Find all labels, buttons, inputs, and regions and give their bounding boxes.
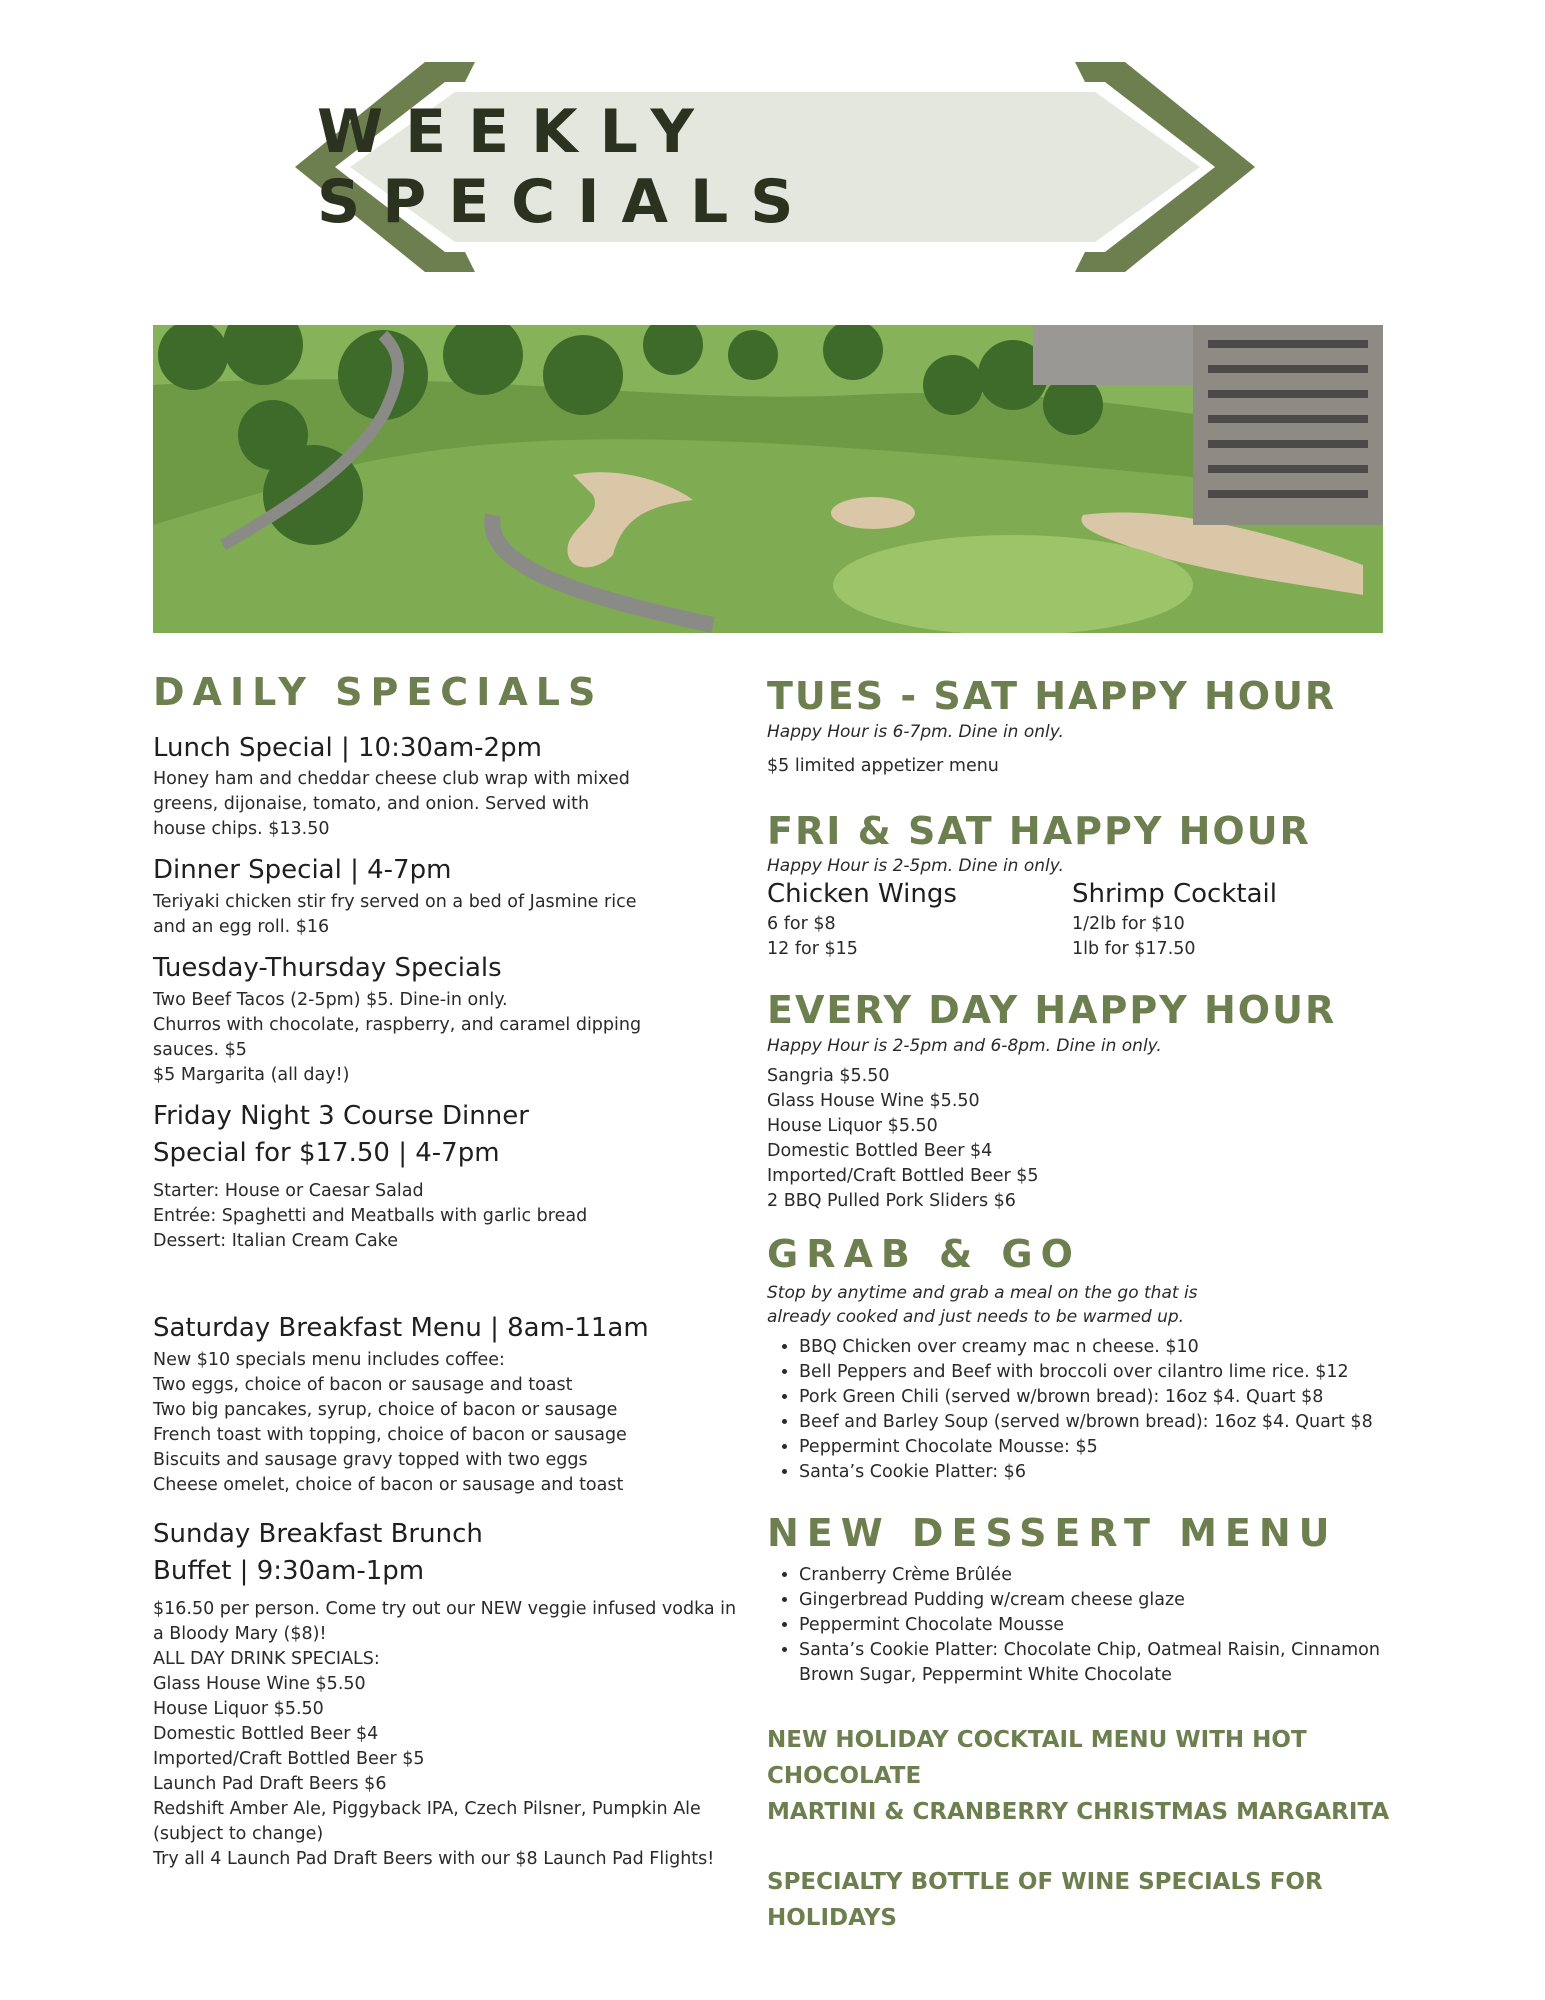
sunday-line: House Liquor $5.50 [153,1699,324,1720]
right-column [767,670,1427,1936]
fri-sat-note: Happy Hour is 2-5pm. Dine in only. [767,856,1064,877]
grab-go-note: already cooked and just needs to be warmed up. [767,1307,1185,1328]
saturday-line: Two eggs, choice of bacon or sausage and toast [153,1374,573,1395]
every-day-line: Domestic Bottled Beer $4 [767,1140,993,1161]
holiday-promo [767,1722,1427,1936]
tue-thu-line: $5 Margarita (all day!) [153,1064,350,1085]
sunday-line: Imported/Craft Bottled Beer $5 [153,1749,425,1770]
list-item: • BBQ Chicken over creamy mac n cheese. $10 [799,1335,1427,1360]
sunday-line: a Bloody Mary ($8)! [153,1624,327,1645]
saturday-line: Biscuits and sausage gravy topped with two eggs [153,1449,588,1470]
grab-go-heading: GRAB & GO [767,1231,1081,1276]
golf-course-photo [153,325,1383,633]
sunday-title: Buffet | 9:30am-1pm [153,1556,425,1587]
list-item: • Peppermint Chocolate Mousse [799,1613,1427,1638]
list-item: • Beef and Barley Soup (served w/brown bread): 16oz $4. Quart $8 [799,1410,1427,1435]
sunday-line: ALL DAY DRINK SPECIALS: [153,1649,380,1670]
lunch-line: greens, dijonaise, tomato, and onion. Served with [153,794,590,815]
sunday-line: Glass House Wine $5.50 [153,1674,366,1695]
sunday-line: Redshift Amber Ale, Piggyback IPA, Czech Pilsner, Pumpkin Ale [153,1799,701,1820]
list-item: • Santa’s Cookie Platter: $6 [799,1460,1427,1485]
grab-go-note: Stop by anytime and grab a meal on the go that is [767,1283,1198,1304]
promo-line: MARTINI & CRANBERRY CHRISTMAS MARGARITA [767,1798,1390,1825]
wings-title: Chicken Wings [767,879,957,910]
promo-line: NEW HOLIDAY COCKTAIL MENU WITH HOT CHOCOLATE [767,1726,1307,1789]
friday-dinner [153,1098,753,1254]
tue-thu-specials [153,950,753,1088]
fri-sat-items [767,878,1427,962]
every-day-line: Sangria $5.50 [767,1065,890,1086]
daily-specials-heading: DAILY SPECIALS [153,670,604,714]
sunday-line: Try all 4 Launch Pad Draft Beers with our $8 Launch Pad Flights! [153,1849,715,1870]
list-item: • Gingerbread Pudding w/cream cheese glaze [799,1588,1427,1613]
chicken-wings [767,878,1072,962]
tues-sat-line: $5 limited appetizer menu [767,755,999,776]
list-item: • Pork Green Chili (served w/brown bread): 16oz $4. Quart $8 [799,1385,1427,1410]
every-day-line: Imported/Craft Bottled Beer $5 [767,1165,1039,1186]
saturday-line: New $10 specials menu includes coffee: [153,1349,505,1370]
saturday-breakfast [153,1310,753,1498]
every-day-list [767,1064,1427,1214]
tue-thu-line: Churros with chocolate, raspberry, and caramel dipping [153,1014,642,1035]
wings-line: 12 for $15 [767,938,858,959]
lunch-line: house chips. $13.50 [153,819,330,840]
friday-line: Starter: House or Caesar Salad [153,1181,424,1202]
tues-sat-heading: TUES - SAT HAPPY HOUR [767,674,1337,718]
fri-sat-heading: FRI & SAT HAPPY HOUR [767,808,1311,853]
friday-line: Entrée: Spaghetti and Meatballs with garlic bread [153,1206,588,1227]
dessert-list [767,1563,1427,1688]
saturday-title: Saturday Breakfast Menu | 8am-11am [153,1313,649,1344]
friday-title: Friday Night 3 Course Dinner [153,1100,529,1131]
sunday-brunch [153,1516,753,1872]
shrimp-title: Shrimp Cocktail [1072,879,1277,910]
dinner-line: Teriyaki chicken stir fry served on a bed of Jasmine rice [153,891,637,912]
every-day-line: Glass House Wine $5.50 [767,1090,980,1111]
saturday-line: French toast with topping, choice of bacon or sausage [153,1424,627,1445]
dinner-title: Dinner Special | 4-7pm [153,855,452,886]
dinner-special [153,852,753,940]
grab-go-list [767,1335,1427,1485]
list-item: • Santa’s Cookie Platter: Chocolate Chip, Oatmeal Raisin, Cinnamon Brown Sugar, Peppermint White Chocolate [799,1638,1427,1688]
shrimp-line: 1/2lb for $10 [1072,913,1185,934]
shrimp-cocktail [1072,878,1377,962]
saturday-line: Two big pancakes, syrup, choice of bacon or sausage [153,1399,618,1420]
shrimp-line: 1lb for $17.50 [1072,938,1196,959]
promo-line: SPECIALTY BOTTLE OF WINE SPECIALS FOR HOLIDAYS [767,1868,1323,1931]
lunch-title: Lunch Special | 10:30am-2pm [153,732,542,763]
wings-line: 6 for $8 [767,913,836,934]
list-item: • Peppermint Chocolate Mousse: $5 [799,1435,1427,1460]
sunday-line: (subject to change) [153,1824,324,1845]
page-title: WEEKLY SPECIALS [317,97,816,237]
tue-thu-line: sauces. $5 [153,1039,247,1060]
dinner-line: and an egg roll. $16 [153,916,330,937]
list-item: • Bell Peppers and Beef with broccoli over cilantro lime rice. $12 [799,1360,1427,1385]
sunday-line: Launch Pad Draft Beers $6 [153,1774,387,1795]
left-column [153,670,753,1872]
sunday-title: Sunday Breakfast Brunch [153,1518,483,1549]
every-day-line: 2 BBQ Pulled Pork Sliders $6 [767,1190,1016,1211]
every-day-heading: EVERY DAY HAPPY HOUR [767,987,1337,1032]
every-day-line: House Liquor $5.50 [767,1115,938,1136]
list-item: • Cranberry Crème Brûlée [799,1563,1427,1588]
sunday-line: $16.50 per person. Come try out our NEW veggie infused vodka in [153,1599,737,1620]
tues-sat-note: Happy Hour is 6-7pm. Dine in only. [767,721,1064,742]
every-day-note: Happy Hour is 2-5pm and 6-8pm. Dine in only. [767,1035,1162,1056]
lunch-line: Honey ham and cheddar cheese club wrap with mixed [153,769,630,790]
saturday-line: Cheese omelet, choice of bacon or sausage and toast [153,1474,624,1495]
tue-thu-line: Two Beef Tacos (2-5pm) $5. Dine-in only. [153,989,508,1010]
tue-thu-title: Tuesday-Thursday Specials [153,952,502,983]
sunday-line: Domestic Bottled Beer $4 [153,1724,379,1745]
dessert-heading: NEW DESSERT MENU [767,1511,1338,1556]
lunch-special [153,730,753,843]
friday-title: Special for $17.50 | 4-7pm [153,1138,500,1169]
friday-line: Dessert: Italian Cream Cake [153,1231,398,1252]
